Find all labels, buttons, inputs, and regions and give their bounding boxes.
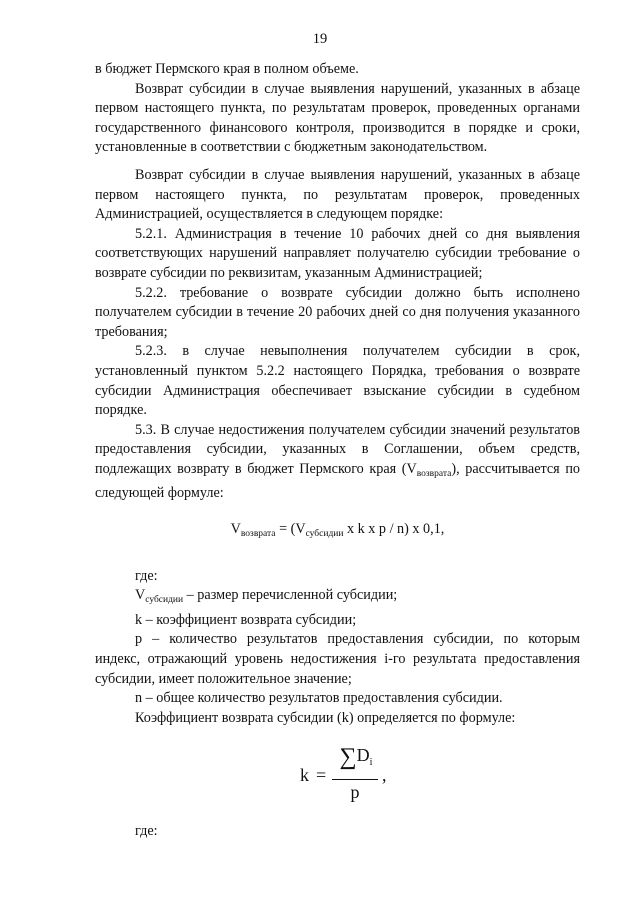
sigma-symbol: ∑: [339, 744, 357, 771]
formula-part: x k x p / n) x 0,1,: [343, 521, 445, 538]
paragraph-text: 5.3. В случае недостижения получателем субсидии значений результатов предоставления субсидии, указанных в Соглашении, объем средств, подлежащих возврату в бюджет Пермского края (V: [95, 421, 580, 477]
formula-subscript: возврата: [240, 529, 276, 540]
symbol-subscript: субсидии: [145, 595, 184, 606]
coefficient-intro: Коэффициент возврата субсидии (k) определяется по формуле:: [135, 709, 516, 726]
paragraph-5-2-1: 5.2.1. Администрация в течение 10 рабочих дней со дня выявления соответствующих нарушений направляет получателю субсидии требование о возврате субсидии по реквизитам, указанным Администрацией;: [95, 225, 580, 281]
document-body: [95, 60, 580, 842]
formula-part: V: [230, 521, 241, 538]
paragraph-5-3: [95, 421, 580, 504]
where-label: где:: [135, 567, 158, 584]
formula-refund-volume: [95, 520, 580, 545]
formula-d-subscript: i: [369, 757, 373, 769]
definition-k: k – коэффициент возврата субсидии;: [135, 611, 357, 628]
definition-p: p – количество результатов предоставления субсидии, по которым индекс, отражающий уровень недостижения i-го результата предоставления субсидии, имеет положительное значение;: [95, 631, 580, 687]
where-label: где:: [135, 823, 158, 840]
formula-numerator: [332, 746, 380, 773]
paragraph-5-2-2: 5.2.2. требование о возврате субсидии должно быть исполнено получателем субсидии в течение 20 рабочих дней со дня получения указанного требования;: [95, 284, 580, 340]
formula-k: k: [300, 765, 309, 786]
paragraph-5-2-3: 5.2.3. в случае невыполнения получателем субсидии в срок, установленный пунктом 5.2.2 настоящего Порядка, требования о возврате субсидии Администрация обеспечивает взыскание субсидии в судебном порядке.: [95, 343, 580, 419]
paragraph: Возврат субсидии в случае выявления нарушений, указанных в абзаце первом настоящего пункта, по результатам проверок, проведенных Администрацией, осуществляется в следующем порядке:: [95, 166, 580, 223]
paragraph-text: ), рассчитывается по следующей формуле:: [95, 460, 580, 502]
page-number: 19: [312, 31, 328, 47]
definition-text: – размер перечисленной субсидии;: [183, 587, 398, 604]
formula-comma: ,: [382, 765, 387, 786]
subscript: возврата: [416, 468, 452, 479]
formula-equals: =: [316, 765, 327, 786]
definition-v: [95, 586, 580, 611]
paragraph: в бюджет Пермского края в полном объеме.: [95, 61, 359, 77]
formula-coefficient: [95, 746, 580, 812]
formula-denominator: p: [350, 782, 360, 803]
symbol: V: [135, 587, 146, 604]
definition-n: n – общее количество результатов предоставления субсидии.: [135, 690, 503, 707]
formula-part: = (V: [275, 521, 306, 538]
formula-d: D: [356, 745, 370, 766]
paragraph: Возврат субсидии в случае выявления нарушений, указанных в абзаце первом настоящего пункта, по результатам проверок, проведенных органами государственного финансового контроля, производится в порядке и сроки, установленные в соответствии с бюджетным законодательством.: [95, 80, 580, 156]
formula-subscript: субсидии: [305, 529, 344, 540]
fraction-bar: [332, 779, 378, 780]
